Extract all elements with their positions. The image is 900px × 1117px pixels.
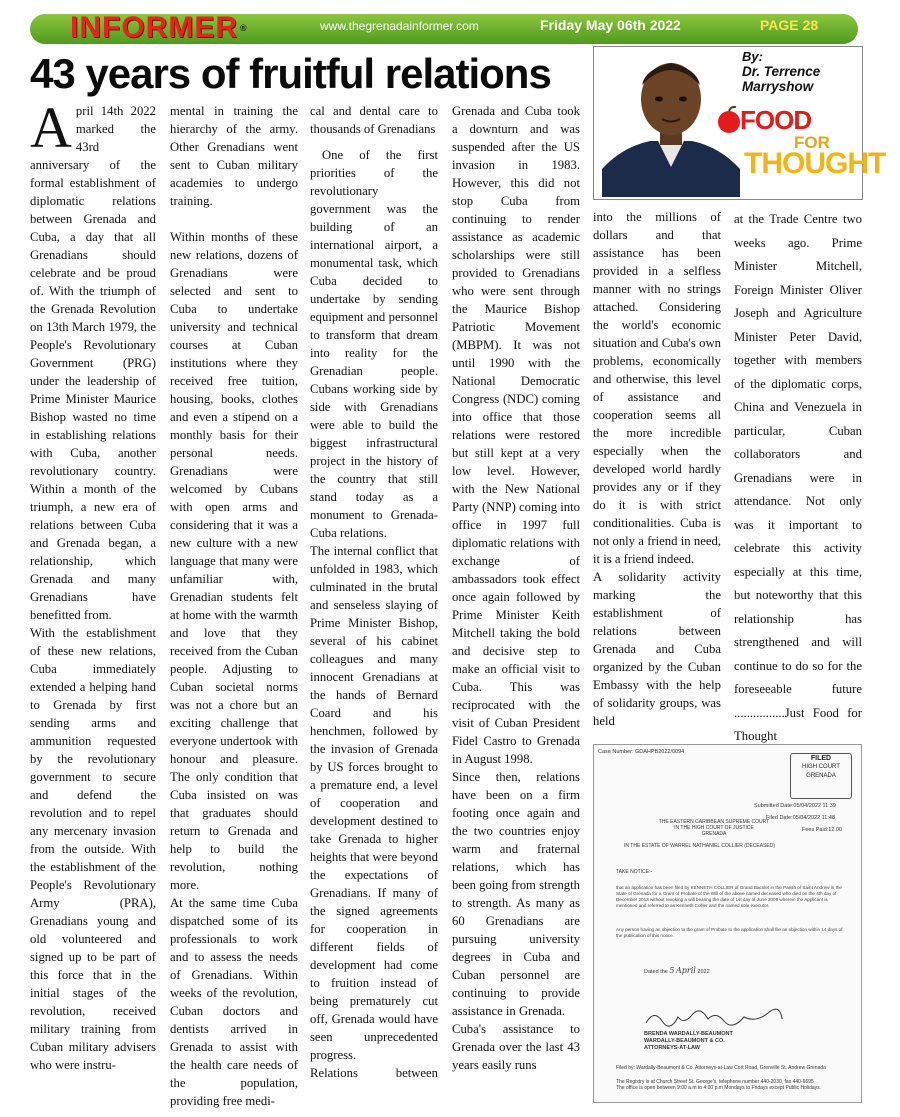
dated-line: Dated the 5 April 2022 bbox=[644, 966, 710, 975]
drop-cap: A bbox=[30, 95, 72, 160]
issue-date: Friday May 06th 2022 bbox=[540, 17, 681, 33]
article-paragraph: cal and dental care to thousands of Grenadians bbox=[310, 104, 438, 136]
notice-objection: Any person having an objection to the grant of Probate to the application shall file an objection within 14 days of the publication of this notice. bbox=[616, 927, 843, 938]
columnist-box bbox=[593, 46, 886, 200]
article-headline: 43 years of fruitful relations bbox=[30, 50, 551, 97]
court-heading: THE EASTERN CARIBBEAN SUPREME COURT IN THE HIGH COURT OF JUSTICE GRENADA bbox=[658, 819, 770, 837]
food-for-thought-logo-thought: THOUGHT bbox=[744, 147, 886, 180]
informer-logo: INFORMER ® bbox=[70, 11, 248, 44]
article-paragraph: Within months of these new relations, dozens of Grenadians were selected and sent to Cuba to undertake university and technical courses at Cuban institutions where they received free tuition, housing, books, clothes and even a stipend on a monthly basis for their personal needs. Grenadians were welcomed by Cubans with open arms and considering that it was a new culture with a new language that many were unfamiliar with, Grenadian students felt at home with the warmth and love that they received from the Cuban people. Adjusting to Cuban societal norms was not a chore but an exciting challenge that everyone undertook with honour and pleasure. The only condition that Cuba insisted on was that graduates should return to Grenada and help to build the revolution, nothing more. bbox=[170, 230, 298, 892]
article-paragraph: One of the first priorities of the revolutionary government was the building of an international airport, a monumental task, which Cuba decided to undertake by sending equipment and personnel to transform that dream into reality for the Grenadian people. Cubans working side by side with Grenadians were able to build the biggest infrastructural project in the history of the country that still stand today as a monument to Grenada-Cuba relations. bbox=[310, 148, 438, 540]
article-paragraph: Cuba's assistance to Grenada over the last 43 years easily runs bbox=[452, 1022, 580, 1072]
probate-notice bbox=[593, 744, 862, 1103]
article-column-6 bbox=[734, 208, 862, 749]
article-column-1 bbox=[30, 95, 156, 1074]
article-paragraph: into the millions of dollars and that assistance has been provided in a selfless manner with no strings attached. Considering the world's economic situation and Cuba's own problems, economically and otherwise, this level of assistance and cooperation seems all the more incredible especially when the developed world hardly provides any or if they do it is with strict conditionalities. Cuba is not only a friend in need, it is a friend indeed. bbox=[593, 210, 721, 566]
article-paragraph: Grenada and Cuba took a downturn and was suspended after the US invasion in 1983. However, this did not stop Cuba from continuing to render assistance as academic scholarships were still provided to Grenadians who were sent through the Maurice Bishop Patriotic Movement (MBPM). It was not until 1990 with the National Democratic Congress (NDC) coming into office that those relations were restored but still kept at a very low level. However, with the New National Party (NNP) coming into office in 1997 full diplomatic relations with exchange of ambassadors took effect once again followed by Prime Minister Keith Mitchell taking the bold and decisive step to make an official visit to Cuba. This was reciprocated with the visit of Cuban President Fidel Castro to Grenada in August 1998. bbox=[452, 104, 580, 766]
case-number: Case Number: GDAHPB2022/0094 bbox=[598, 749, 685, 755]
columnist-name: Dr. Terrence Marryshow bbox=[742, 64, 821, 94]
fees-paid: Fees Paid:12.00 bbox=[802, 827, 843, 833]
attorney-block: BRENDA WARDALLY-BEAUMONT WARDALLY-BEAUMONT & CO. ATTORNEYS-AT-LAW bbox=[644, 1031, 733, 1051]
article-column-4 bbox=[452, 102, 580, 1074]
article-paragraph: The internal conflict that unfolded in 1983, which culminated in the brutal and senseless slaying of Prime Minister Bishop, several of his cabinet colleagues and many innocent Grenadians at the hands of Bernard Coard and his henchmen, followed by the invasion of Grenada by US forces brought to a premature end, a level of cooperation and development destined to take Grenada to higher heights that were beyond the expectations of Grenadians. If many of the signed agreements for cooperation in different fields of development had come to fruition instead of being prematurely cut off, Grenada would have seen unprecedented progress. bbox=[310, 544, 438, 1062]
article-paragraph: April 14th 2022 marked the 43rd anniversary of the formal establishment of diplomatic relations between Grenada and Cuba, a day that all Grenadians should celebrate and be proud of. With the triumph of the Grenada Revolution on 13th March 1979, the People's Revolutionary Government (PRG) under the leadership of Prime Minister Maurice Bishop wasted no time in establishing relations with Cuba, another revolutionary country. Within a month of the triumph, a new era of relations between Cuba and Grenada began, a relationship, which Grenada and many Grenadians have benefitted from. bbox=[30, 95, 156, 622]
submitted-date: Submitted Date:05/04/2022 11:39 bbox=[754, 803, 836, 809]
website-url: www.thegrenadainformer.com bbox=[320, 19, 479, 33]
article-column-2 bbox=[170, 102, 298, 1110]
notice-body: that an application has been filed by KENNETH COLLIER of Grand Bacolet in the Parish of Saint Andrew in the State of Grenada for a Grant of Probate of the Will of the above named deceased who died on the 4th day of December 2013 without revoking a will bearing the date of 1st day of June 2009 wherein the Applicant is mentioned and referred to as Kenneth Collier and the named sole executor. bbox=[616, 885, 842, 908]
filed-by: Filed by: Wardally-Beaumont & Co. Attorneys-at-Law Cort Road, Grenville St. Andrew Grenada bbox=[616, 1065, 826, 1071]
article-column-3 bbox=[310, 102, 438, 1082]
court-filed-stamp: FILED HIGH COURT GRENADA bbox=[790, 753, 852, 799]
apple-icon bbox=[716, 105, 742, 135]
food-for-thought-logo-food: FOOD bbox=[740, 105, 812, 135]
article-paragraph: mental in training the hierarchy of the army. Other Grenadians went sent to Cuban military academies to undergo training. bbox=[170, 104, 298, 208]
estate-title: IN THE ESTATE OF WARREL NATHANIEL COLLIER (DECEASED) bbox=[624, 843, 776, 849]
article-paragraph: At the same time Cuba dispatched some of its professionals to work and to assess the needs of Grenadians. Within weeks of the revolution, Cuban doctors and dentists arrived in Grenada to assist with the health care needs of the population, providing free medi- bbox=[170, 896, 298, 1108]
registry-info: The Registry is at Church Street St. George's, telephone number 440-2030, fax 440-6695 The office is open between 9:00 a.m to 4:00 p.m Mondays to Fridays except Public Holidays. bbox=[616, 1079, 822, 1091]
filed-date: Filed Date:05/04/2022 11:48 bbox=[766, 815, 836, 821]
article-paragraph: Since then, relations have been on a firm footing once again and the two countries enjoy warm and fraternal relations, which has been going from strength to strength. As many as 60 Grenadians are pursuing university degrees in Cuba and Cuban personnel are continuing to provide assistance in Grenada. bbox=[452, 770, 580, 1018]
article-column-5 bbox=[593, 208, 721, 730]
take-notice: TAKE NOTICE:- bbox=[616, 869, 653, 875]
page-number: PAGE 28 bbox=[760, 17, 819, 33]
article-paragraph: at the Trade Centre two weeks ago. Prime Minister Mitchell, Foreign Minister Oliver Joseph and Agriculture Minister Peter David, together with members of the diplomatic corps, China and Venezuela in particular, Cuban collaborators and Grenadians were in attendance. Not only was it important to celebrate this activity especially at this time, but noteworthy that this relationship has strengthened and will continue to do so for the foreseeable future ................Just Food for Thought bbox=[734, 212, 862, 743]
signature bbox=[644, 1007, 784, 1029]
byline: By: Dr. Terrence Marryshow bbox=[742, 49, 862, 94]
article-paragraph: With the establishment of these new relations, Cuba immediately extended a helping hand to Grenada by first sending arms and ammunition requested by the revolutionary government to secure and defend the revolution and to repel any mercenary invasion from the outside. With the establishment of the People's Revolutionary Army (PRA), Grenadians young and old volunteered and signed up to be part of this force that in the initial stages of the revolution, received military training from Cuban military advisers who were instru- bbox=[30, 626, 156, 1072]
article-paragraph: A solidarity activity marking the establishment of relations between Grenada and Cuba organized by the Cuban Embassy with the help of solidarity groups, was held bbox=[593, 570, 721, 728]
food-for-thought-logo-for: FOR bbox=[794, 133, 830, 152]
article-paragraph: Relations between bbox=[310, 1066, 438, 1080]
